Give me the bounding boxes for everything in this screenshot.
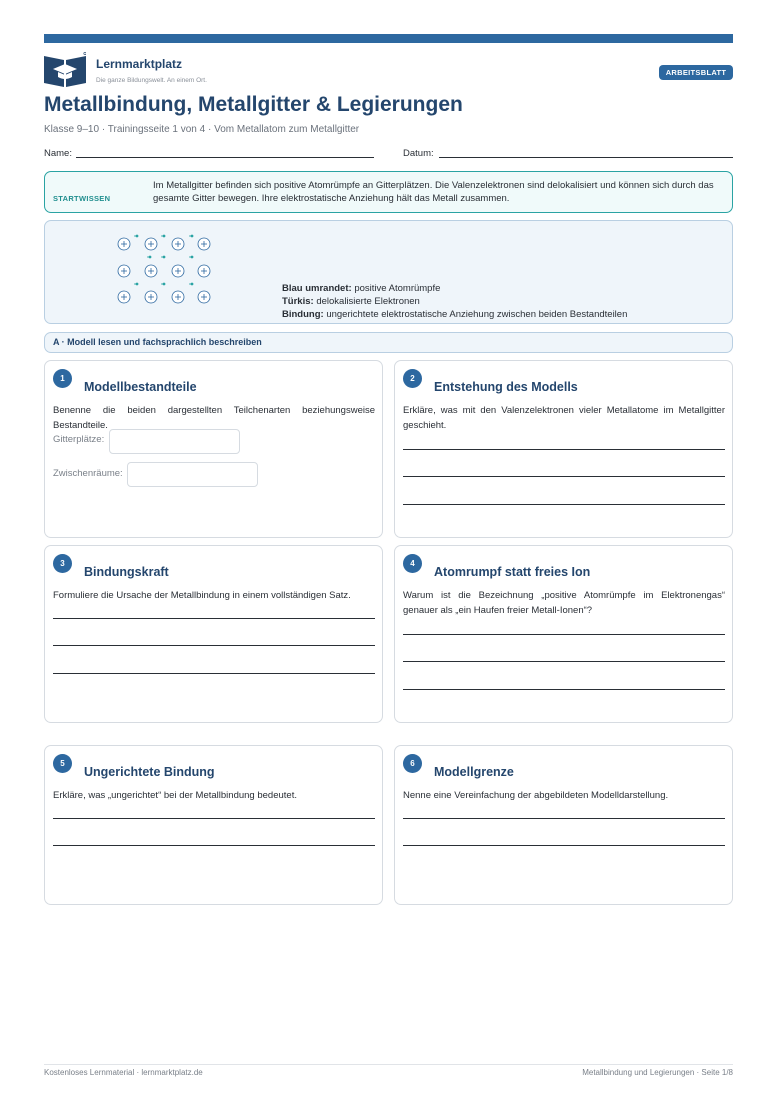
startwissen-text: Im Metallgitter befinden sich positive Atomrümpfe an Gitterplätzen. Die Valenzelektronen sind delokalisiert und können sich durch das gesamte Gitter bewegen. Ihre elektrostatische Anziehung hält das Metall zusammen. xyxy=(153,180,714,204)
metal-lattice-diagram xyxy=(115,233,225,308)
date-label: Datum: xyxy=(403,148,434,159)
answer-line[interactable] xyxy=(53,645,375,646)
zwischenraeume-input[interactable] xyxy=(127,462,258,487)
answer-line[interactable] xyxy=(53,618,375,619)
gitterplaetze-input[interactable] xyxy=(109,429,240,454)
task-number: 6 xyxy=(403,754,422,773)
task-title: Bindungskraft xyxy=(84,565,169,579)
task-number: 3 xyxy=(53,554,72,573)
ion xyxy=(198,265,210,277)
name-line xyxy=(76,157,374,158)
date-line xyxy=(439,157,733,158)
task-title: Atomrumpf statt freies Ion xyxy=(434,565,591,579)
task-text: Warum ist die Bezeichnung „positive Atomrümpfe im Elektronengas“ genauer als „ein Haufen freier Metall-Ionen“? xyxy=(403,590,725,616)
task-title: Ungerichtete Bindung xyxy=(84,765,215,779)
answer-line[interactable] xyxy=(403,634,725,635)
model-legend xyxy=(282,282,627,321)
task-text: Benenne die beiden dargestellten Teilchenarten beziehungsweise Bestandteile. xyxy=(53,405,375,431)
electron xyxy=(161,256,165,258)
legend-item: Bindung: ungerichtete elektrostatische Anziehung zwischen beiden Bestandteilen xyxy=(282,309,628,320)
ion xyxy=(145,265,157,277)
date-field[interactable] xyxy=(403,148,733,160)
footer-page-info: Metallbindung und Legierungen · Seite 1/8 xyxy=(582,1068,733,1077)
answer-line[interactable] xyxy=(403,476,725,477)
task-card-5 xyxy=(44,745,383,905)
ion xyxy=(145,291,157,303)
task-number: 2 xyxy=(403,369,422,388)
electron xyxy=(189,283,193,285)
task-number: 4 xyxy=(403,554,422,573)
task-text: Formuliere die Ursache der Metallbindung in einem vollständigen Satz. xyxy=(53,590,351,601)
task-card-1 xyxy=(44,360,383,538)
answer-line[interactable] xyxy=(53,818,375,819)
task-title: Modellgrenze xyxy=(434,765,514,779)
task-text: Nenne eine Vereinfachung der abgebildeten Modelldarstellung. xyxy=(403,790,669,801)
ion xyxy=(172,265,184,277)
brand-name: Lernmarktplatz xyxy=(96,57,183,71)
task-text: Erkläre, was mit den Valenzelektronen vieler Metallatome im Metallgitter geschieht. xyxy=(403,405,725,431)
page-subtitle: Klasse 9–10 · Trainingsseite 1 von 4 · Vom Metallatom zum Metallgitter xyxy=(44,124,360,135)
ion xyxy=(198,238,210,250)
model-box xyxy=(44,220,733,324)
answer-line[interactable] xyxy=(403,689,725,690)
task-card-6 xyxy=(394,745,733,905)
field-label-gitterplaetze: Gitterplätze: xyxy=(53,434,105,445)
task-text: Erkläre, was „ungerichtet“ bei der Metallbindung bedeutet. xyxy=(53,790,297,801)
electron xyxy=(161,283,165,285)
electron xyxy=(134,235,138,237)
footer-divider xyxy=(44,1064,733,1065)
ion xyxy=(118,291,130,303)
field-label-zwischenraeume: Zwischenräume: xyxy=(53,468,123,479)
brand-tagline: Die ganze Bildungswelt. An einem Ort. xyxy=(96,77,207,84)
task-title: Entstehung des Modells xyxy=(434,380,578,394)
electron xyxy=(134,283,138,285)
ion xyxy=(198,291,210,303)
footer-source: Kostenloses Lernmaterial · lernmarktplatz.de xyxy=(44,1068,203,1077)
ion xyxy=(118,265,130,277)
ion xyxy=(172,291,184,303)
answer-line[interactable] xyxy=(403,504,725,505)
task-number: 5 xyxy=(53,754,72,773)
task-number: 1 xyxy=(53,369,72,388)
startwissen-tag: STARTWISSEN xyxy=(53,194,111,203)
ion xyxy=(172,238,184,250)
electron xyxy=(161,235,165,237)
answer-line[interactable] xyxy=(403,449,725,450)
section-header xyxy=(44,332,733,353)
answer-line[interactable] xyxy=(403,818,725,819)
answer-line[interactable] xyxy=(53,845,375,846)
answer-line[interactable] xyxy=(403,845,725,846)
task-card-3 xyxy=(44,545,383,723)
legend-item: Blau umrandet: positive Atomrümpfe xyxy=(282,283,441,294)
electron xyxy=(189,235,193,237)
electron xyxy=(147,256,151,258)
task-card-2 xyxy=(394,360,733,538)
top-accent-bar xyxy=(44,34,733,43)
electron xyxy=(189,256,193,258)
ion xyxy=(145,238,157,250)
ion xyxy=(118,238,130,250)
section-title: A · Modell lesen und fachsprachlich beschreiben xyxy=(53,337,262,347)
worksheet-badge: ARBEITSBLATT xyxy=(659,65,733,80)
answer-line[interactable] xyxy=(403,661,725,662)
task-card-4 xyxy=(394,545,733,723)
answer-line[interactable] xyxy=(53,673,375,674)
legend-item: Türkis: delokalisierte Elektronen xyxy=(282,296,420,307)
graduation-cap-book-icon xyxy=(44,52,86,87)
task-title: Modellbestandteile xyxy=(84,380,197,394)
ion-grid xyxy=(118,238,210,303)
name-label: Name: xyxy=(44,148,72,159)
name-field[interactable] xyxy=(44,148,374,160)
page-title: Metallbindung, Metallgitter & Legierungen xyxy=(44,93,463,116)
startwissen-box xyxy=(44,171,733,213)
